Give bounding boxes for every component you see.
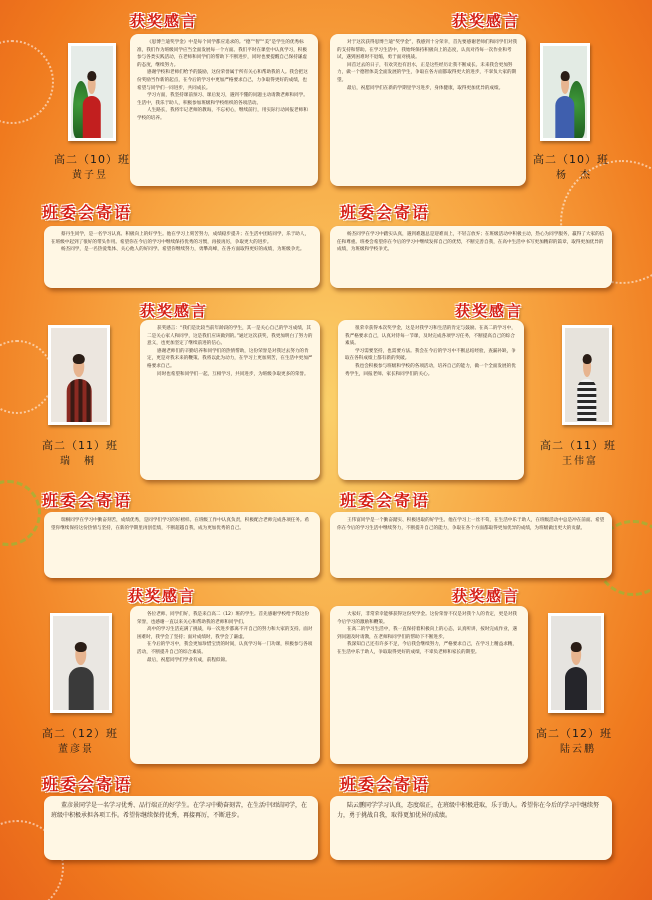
paragraph: 我也会积极参与班级和学校的各项活动，培养自己的能力，做一个全面发展的优秀学生，回报老师、家长和同学们的关心。: [345, 363, 516, 377]
paragraph: 杨杰同学，是一名热爱集体、关心他人的好同学。希望你继续努力，勇攀高峰，在各方面取得更好的成绩，为班级争光。: [61, 247, 305, 253]
award-heading: 获奖感言: [140, 302, 209, 320]
student-photo: [548, 613, 604, 713]
message-box: [330, 226, 612, 288]
class-label: 高二（10）班: [54, 153, 130, 166]
paragraph: 在高二的学习生活中，我一直保持着积极向上的心态，认真听讲，按时完成作业，遇到问题及时请教，在老师和同学们的帮助下不断进步。: [337, 627, 517, 640]
student-name: 董彦景: [58, 744, 94, 755]
student-name: 王伟富: [562, 456, 598, 467]
message-heading: 班委会寄语: [340, 775, 431, 794]
class-label: 高二（11）班: [42, 439, 118, 452]
student-photo: [48, 325, 110, 425]
student-photo: [50, 613, 112, 713]
message-box: [330, 796, 612, 860]
message-heading: 班委会寄语: [42, 203, 133, 222]
class-label: 高二（10）班: [533, 153, 609, 166]
student-photo: [562, 325, 612, 425]
award-heading: 获奖感言: [130, 12, 199, 30]
paragraph: 《思博兰迪奖学金》中是每个同学都应追求的。“德”“智”“美”是学生的优秀标准，我们作为班级同学应当全面发展每一个方面。我们平时在课堂中认真学习，积极参与各类实践活动，在老师和同学们的帮助下不断进步，同时也要提醒自己保持谦虚的态度，继续努力。: [137, 40, 307, 68]
award-heading: 获奖感言: [452, 587, 521, 605]
paragraph: 最后，祝愿同学们学业有成，前程似锦。: [147, 657, 230, 663]
paragraph: 瑞桐同学在学习中勤奋刻苦，成绩优秀，是同学们学习的好榜样。在班级工作中认真负责，积极配合老师完成各项任务。希望你继续保持这份热情与坚持，在新的学期里再创佳绩，不断超越自我，成为更加优秀的自己。: [51, 518, 310, 531]
decor-ring: [0, 480, 41, 546]
award-speech-box: [130, 34, 318, 186]
award-speech-box: [140, 320, 320, 480]
student-name: 瑞 桐: [60, 456, 96, 467]
message-heading: 班委会寄语: [42, 491, 133, 510]
message-box: [44, 226, 320, 288]
award-heading: 获奖感言: [128, 587, 197, 605]
message-heading: 班委会寄语: [340, 491, 431, 510]
paragraph: 杨杰同学在学习中踏实认真，遇到难题总是迎难而上，不轻言放弃；在班级活动中积极主动，热心为同学服务，赢得了大家的信任和尊重。班委会希望你在今后的学习中继续发挥自己的优势，不断完善自我，在高中生活中书写更加精彩的篇章，取得更加优异的成绩，为班级和学校争光。: [337, 232, 605, 253]
paragraph: 高中的学习生活充满了挑战，每一次进步都离不开自己的努力和大家的支持。面对困难时，我学会了坚持；面对成绩时，我学会了谦虚。: [137, 627, 313, 640]
message-heading: 班委会寄语: [340, 203, 431, 222]
decor-ring: [0, 340, 54, 414]
award-heading: 获奖感言: [452, 12, 521, 30]
message-box: [44, 512, 320, 578]
paragraph: 回首过去的日子，有欢笑也有泪水，正是这些经历让我不断成长。未来我会更加努力，做一个德智体美全面发展的学生，争取在各方面都取得更大的进步，不辜负大家的期望。: [337, 62, 517, 83]
paragraph: 学习需要坚持，也需要方法。我会在今后的学习中不断总结经验，查漏补缺，争取在各科成绩上都有新的突破。: [345, 348, 516, 362]
paragraph: 学习方面，我坚持课前预习、课后复习，遇到不懂的问题主动请教老师和同学。生活中，我乐于助人，积极参加班级和学校组织的各项活动。: [137, 93, 308, 106]
class-label: 高二（12）班: [536, 727, 612, 740]
paragraph: 同时也希望和同学们一起，互相学习，共同进步，为班级争取更多的荣誉。: [157, 371, 309, 377]
student-photo: [540, 43, 590, 141]
paragraph: 我深知自己还有许多不足，今后我会继续努力，严格要求自己，在学习上精益求精，在生活中乐于助人，争取取得更好的成绩，不辜负老师和家长的期望。: [337, 642, 517, 655]
paragraph: 蔡丹生同学，是一名学习认真、积极向上的好学生。他在学习上刻苦努力，成绩稳步提升；在生活中团结同学，乐于助人，在班级中起到了很好的带头作用。希望你在今后的学习中继续保持优秀的习惯，再接再厉，争取更大的进步。: [51, 232, 310, 245]
paragraph: 对于这次获得思博兰迪“奖学金”，我感到十分荣幸，首先要感谢老师们和同学们对我的支持和帮助。在学习生活中，我始终保持积极向上的态度，认真对待每一次作业和考试，遇到困难时不退缩，勇于面对挑战。: [337, 40, 518, 61]
paragraph: 获奖感言：“我们是比较当前年龄段的学生，其一是关心自己的学习成绩，其二是关心家人和同学，这是我们应该做到的。”通过这次获奖，我更加明白了努力的意义，也更加坚定了继续前进的信心。: [147, 326, 313, 347]
decor-ring: [0, 40, 54, 124]
award-heading: 获奖感言: [455, 302, 524, 320]
award-speech-box: [338, 320, 524, 480]
student-name: 黄子昱: [72, 170, 108, 181]
message-box: [330, 512, 612, 578]
award-speech-box: [330, 606, 528, 764]
paragraph: 很荣幸获得本次奖学金，这是对我学习和生活的肯定与鼓励。在高二的学习中，我严格要求自己，认真对待每一节课，及时完成各项学习任务，不断提高自己的综合素质。: [345, 326, 516, 347]
message-heading: 班委会寄语: [42, 775, 133, 794]
paragraph: 感谢学校和老师们给予的鼓励，这份荣誉属于所有关心和帮助我的人。我会把这份奖励当作新的起点，在今后的学习中更加严格要求自己，力争取得更好的成绩，也希望与同学们一同进步，共同成长。: [137, 70, 308, 91]
message-box: [44, 796, 318, 860]
student-name: 杨 杰: [556, 170, 592, 181]
award-speech-box: [330, 34, 526, 186]
class-label: 高二（11）班: [540, 439, 616, 452]
paragraph: 最后，祝愿同学们在新的学期里学习进步，身体健康，取得更加优异的成绩。: [347, 85, 504, 91]
paragraph: 人生路长，我将牢记老师的教诲，不忘初心，继续前行，用实际行动回报老师和学校的培养。: [137, 108, 308, 121]
paragraph: 王伟富同学是一个勤奋踏实、积极进取的好学生。他在学习上一丝不苟，在生活中乐于助人，在班级活动中总是冲在前面。希望你在今后的学习生活中继续努力，不断提升自己的能力，争取在各个方面都取得更加优异的成绩，为班级做出更大的贡献。: [337, 518, 605, 531]
award-speech-box: [130, 606, 320, 764]
paragraph: 各位老师、同学们好，我是来自高二（12）班的学生。首先感谢学校给予我这份荣誉，也感谢一直以来关心和帮助我的老师和同学们。: [137, 612, 310, 625]
paragraph: 大家好，非常荣幸能够获得这份奖学金。这份荣誉不仅是对我个人的肯定，更是对我今后学习的激励和鞭策。: [337, 612, 517, 625]
paragraph: 在今后的学习中，我会更加珍惜宝贵的时间，认真学习每一门功课，积极参与各项活动，不断提升自己的综合素质。: [137, 642, 313, 655]
student-name: 陆云鹏: [560, 744, 596, 755]
paragraph: 陆云鹏同学学习认真，态度端正，在班级中积极进取，乐于助人。希望你在今后的学习中继续努力，勇于挑战自我，取得更加优异的成绩。: [337, 802, 600, 819]
student-photo: [68, 43, 116, 141]
class-label: 高二（12）班: [42, 727, 118, 740]
paragraph: 董彦景同学是一名学习优秀、品行端正的好学生。在学习中勤奋刻苦，在生活中团结同学，在班级中积极承担各项工作。希望你继续保持优秀，再接再厉，不断进步。: [51, 802, 308, 819]
paragraph: 感谢老师们的辛勤培养和同学们的热情帮助，这份荣誉是对我过去努力的肯定，更是对我未来的鞭策。我将以此为动力，在学习上更加刻苦，在生活中更加严格要求自己。: [147, 348, 313, 369]
